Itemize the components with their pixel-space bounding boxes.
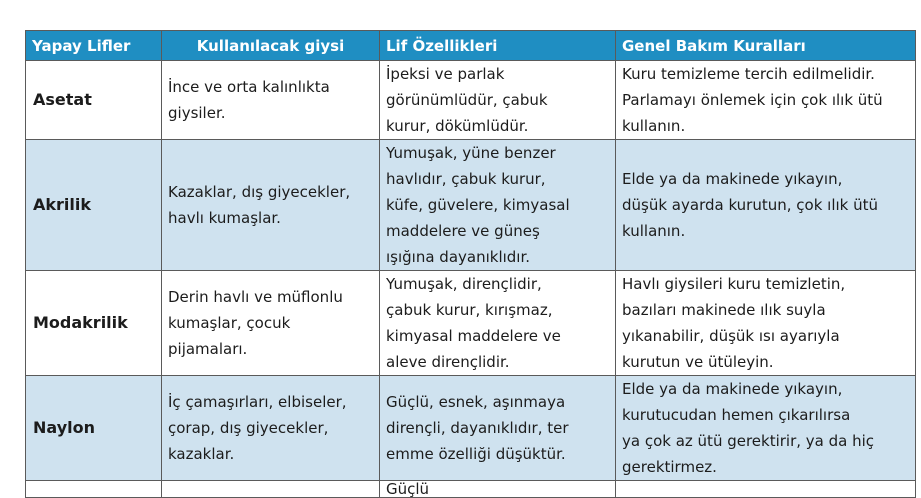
table-row xyxy=(26,140,916,271)
table-row xyxy=(26,376,916,481)
care-cell: Havlı giysileri kuru temizletin, bazıları makinede ılık suyla yıkanabilir, düşük ısı ayarıyla kurutun ve ütüleyin. xyxy=(616,271,916,376)
properties-cell: Güçlü, esnek, aşınmaya dirençli, dayanıklıdır, ter emme özelliği düşüktür. xyxy=(380,376,616,481)
header-care: Genel Bakım Kuralları xyxy=(616,31,916,61)
properties-cell: Yumuşak, yüne benzer havlıdır, çabuk kurur, küfe, güvelere, kimyasal maddelere ve güneş ışığına dayanıklıdır. xyxy=(380,140,616,271)
fiber-name: Akrilik xyxy=(26,140,162,271)
garment-cell: İç çamaşırları, elbiseler, çorap, dış giyecekler, kazaklar. xyxy=(162,376,380,481)
header-fiber: Yapay Lifler xyxy=(26,31,162,61)
fiber-name xyxy=(26,481,162,498)
table-row xyxy=(26,61,916,140)
properties-cell: İpeksi ve parlak görünümlüdür, çabuk kurur, dökümlüdür. xyxy=(380,61,616,140)
garment-cell: İnce ve orta kalınlıkta giysiler. xyxy=(162,61,380,140)
table-row-partial xyxy=(26,481,916,498)
header-garment: Kullanılacak giysi xyxy=(162,31,380,61)
properties-text-clipped: Güçlü xyxy=(386,480,430,498)
care-cell: Elde ya da makinede yıkayın, düşük ayarda kurutun, çok ılık ütü kullanın. xyxy=(616,140,916,271)
header-properties: Lif Özellikleri xyxy=(380,31,616,61)
properties-cell xyxy=(380,481,616,498)
care-cell xyxy=(616,481,916,498)
fiber-name: Naylon xyxy=(26,376,162,481)
garment-cell: Derin havlı ve müflonlu kumaşlar, çocuk pijamaları. xyxy=(162,271,380,376)
properties-cell: Yumuşak, dirençlidir, çabuk kurur, kırışmaz, kimyasal maddelere ve aleve dirençlidir. xyxy=(380,271,616,376)
fiber-name: Modakrilik xyxy=(26,271,162,376)
fiber-care-table xyxy=(25,30,916,498)
fiber-name: Asetat xyxy=(26,61,162,140)
care-cell: Kuru temizleme tercih edilmelidir. Parlamayı önlemek için çok ılık ütü kullanın. xyxy=(616,61,916,140)
table-row xyxy=(26,271,916,376)
garment-cell: Kazaklar, dış giyecekler, havlı kumaşlar. xyxy=(162,140,380,271)
garment-cell xyxy=(162,481,380,498)
care-cell: Elde ya da makinede yıkayın, kurutucudan hemen çıkarılırsa ya çok az ütü gerektirir, ya da hiç gerektirmez. xyxy=(616,376,916,481)
header-row xyxy=(26,31,916,61)
